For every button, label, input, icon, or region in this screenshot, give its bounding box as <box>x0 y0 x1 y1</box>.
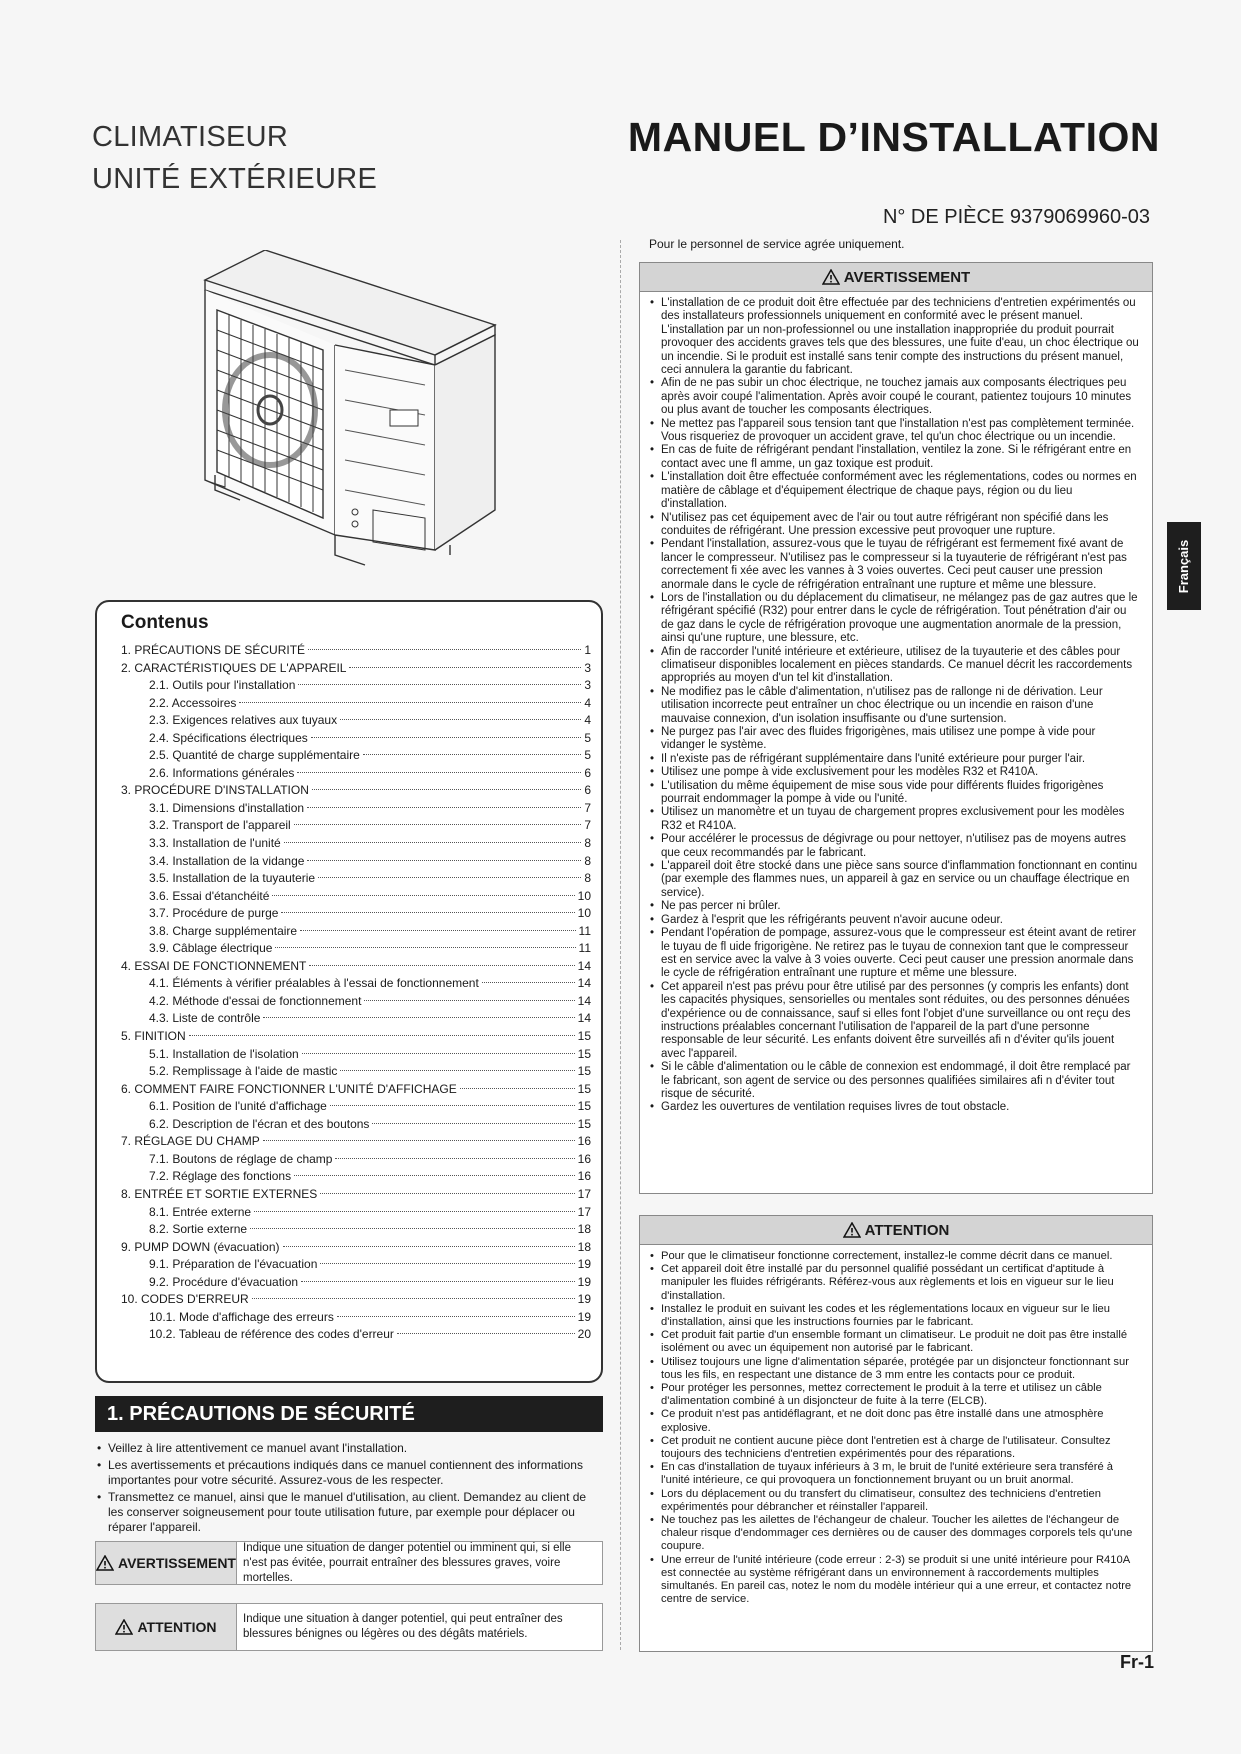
toc-entry[interactable] <box>121 1116 591 1134</box>
toc-entry-page: 18 <box>577 1239 591 1254</box>
toc-entry-label: 8. ENTRÉE ET SORTIE EXTERNES <box>121 1186 318 1201</box>
toc-entry-page: 6 <box>584 765 591 780</box>
toc-entry[interactable] <box>121 1028 591 1046</box>
legend-warning-label <box>96 1542 237 1584</box>
list-item: • Cet appareil doit être installé par du personnel qualifié possédant un certificat d'aptitude à manipuler les fluides réfrigérants. Référez-vous aux règlements et lois en vigueur sur le lieu d'installation. <box>650 1263 1140 1303</box>
doc-type-line-2: UNITÉ EXTÉRIEURE <box>92 163 378 195</box>
toc-entry-label: 6.2. Description de l'écran et des boutons <box>149 1116 370 1131</box>
toc-entry-page: 5 <box>584 730 591 745</box>
toc-entry-page: 15 <box>577 1099 591 1114</box>
toc-entry-label: 5.1. Installation de l'isolation <box>149 1046 299 1061</box>
list-item: • L'installation de ce produit doit être effectuée par des techniciens d'entretien expérimentés ou des installateurs professionnels uniquement en conformité avec le présent manuel. L'installation par un non-professionnel ou une installation inappropriée du produit pourrait provoquer des accidents graves tels que des blessures, une fuite d'eau, un choc électrique ou un incendie. Si le produit est installé sans tenir compte des instructions du présent manuel, ceci annulera la garantie du fabricant. <box>650 297 1140 377</box>
list-item: • En cas d'installation de tuyaux inférieurs à 3 m, le bruit de l'unité extérieure sera transféré à l'unité intérieure, ce qui provoquera un fonctionnement bruyant ou un bruit anormal. <box>650 1461 1140 1487</box>
toc-entry[interactable] <box>121 1063 591 1081</box>
language-tab[interactable] <box>1167 522 1201 610</box>
toc-entry[interactable] <box>121 1186 591 1204</box>
toc-entry[interactable] <box>121 993 591 1011</box>
toc-leader-dots <box>284 842 582 843</box>
list-item: • Installez le produit en suivant les codes et les réglementations locaux en vigueur sur le lieu d'installation, ainsi que les instructions fournies par le fabricant. <box>650 1303 1140 1329</box>
toc-entry-label: 3. PROCÉDURE D'INSTALLATION <box>121 783 309 798</box>
toc-entry-label: 2.6. Informations générales <box>149 765 295 780</box>
toc-entry-page: 14 <box>577 976 591 991</box>
legend-warning-label-text: AVERTISSEMENT <box>118 1555 236 1571</box>
toc-entry-label: 2. CARACTÉRISTIQUES DE L'APPAREIL <box>121 660 347 675</box>
toc-entry-page: 19 <box>577 1292 591 1307</box>
toc-entry-label: 1. PRÉCAUTIONS DE SÉCURITÉ <box>121 643 306 657</box>
toc-leader-dots <box>298 684 581 685</box>
warning-box-title: AVERTISSEMENT <box>843 268 971 286</box>
toc-entry-page: 3 <box>584 678 591 693</box>
toc-entry-page: 14 <box>577 958 591 973</box>
warning-box-header <box>640 263 1152 292</box>
toc-entry-page: 3 <box>584 660 591 675</box>
legend-caution-label-text: ATTENTION <box>137 1619 217 1635</box>
toc-entry-page: 18 <box>577 1222 591 1237</box>
toc-leader-dots <box>372 1123 574 1124</box>
list-item: • Utilisez toujours une ligne d'alimentation séparée, protégée par un disjoncteur fonctionnant sur tous les fils, en respectant une distance de 3 mm entre les contacts pour ce produit. <box>650 1356 1140 1382</box>
list-item: • Pour accélérer le processus de dégivrage ou pour nettoyer, n'utilisez pas de moyens autres que ceux recommandés par le fabricant. <box>650 833 1140 860</box>
list-item: • Gardez à l'esprit que les réfrigérants peuvent n'avoir aucune odeur. <box>650 914 1140 927</box>
toc-entry[interactable] <box>121 940 591 958</box>
toc-entry-label: 10. CODES D'ERREUR <box>121 1292 249 1307</box>
toc-entry-page: 11 <box>578 923 591 938</box>
toc-leader-dots <box>275 947 575 948</box>
list-item: • Cet produit ne contient aucune pièce dont l'entretien est à charge de l'utilisateur. Consultez toujours des techniciens d'entretien expérimentés pour des réparations. <box>650 1435 1140 1461</box>
toc-leader-dots <box>307 807 581 808</box>
list-item: • Pour protéger les personnes, mettez correctement le produit à la terre et utilisez un câble d'alimentation combiné à un disjoncteur de fuite à la terre (ELCB). <box>650 1382 1140 1408</box>
list-item: • Transmettez ce manuel, ainsi que le manuel d'utilisation, au client. Demandez au client de les conserver soigneusement pour toute utilisation future, par exemple pour déplacer ou réparer l'appareil. <box>95 1490 603 1535</box>
toc-entry[interactable] <box>121 1151 591 1169</box>
toc-leader-dots <box>311 737 582 738</box>
toc-entry[interactable] <box>121 817 591 835</box>
legend-caution-label <box>96 1604 237 1650</box>
list-item: • L'appareil doit être stocké dans une pièce sans source d'inflammation fonctionnant en continu (par exemple des flammes nues, un appareil à gaz en service ou un chauffage électrique en service). <box>650 860 1140 900</box>
toc-leader-dots <box>297 772 581 773</box>
toc-entry-label: 3.9. Câblage électrique <box>149 941 273 956</box>
language-tab-label: Français <box>1176 539 1192 593</box>
toc-leader-dots <box>263 1140 575 1141</box>
toc-leader-dots <box>320 1263 574 1264</box>
list-item: • N'utilisez pas cet équipement avec de l'air ou tout autre réfrigérant non spécifié dans les conduites de réfrigérant. Une pression excessive peut provoquer une rupture. <box>650 512 1140 539</box>
toc-leader-dots <box>397 1333 575 1334</box>
toc-entry[interactable] <box>121 975 591 993</box>
list-item: • Utilisez une pompe à vide exclusivement pour les modèles R32 et R410A. <box>650 766 1140 779</box>
toc-entry-label: 7.1. Boutons de réglage de champ <box>149 1151 333 1166</box>
toc-entry[interactable] <box>121 1239 591 1257</box>
toc-entry-page: 14 <box>577 993 591 1008</box>
toc-entry-page: 1 <box>584 643 591 657</box>
list-item: • Lors du déplacement ou du transfert du climatiseur, consultez des techniciens d'entretien expérimentés pour débrancher et réinstaller l'appareil. <box>650 1488 1140 1514</box>
toc-entry-page: 11 <box>578 941 591 956</box>
toc-leader-dots <box>281 912 574 913</box>
list-item: • Ne touchez pas les ailettes de l'échangeur de chaleur. Toucher les ailettes de l'échangeur de chaleur risque d'endommager ces dernières ou de causer des dommages corporels tels qu'une coupure. <box>650 1514 1140 1554</box>
toc-entry-label: 2.1. Outils pour l'installation <box>149 678 296 693</box>
toc-leader-dots <box>307 860 581 861</box>
list-item: • Afin de raccorder l'unité intérieure et extérieure, utilisez de la tuyauterie et des câbles pour climatiseur disponibles localement en pièces standards. Ce manuel décrit les raccordements appropriés au moyen d'un tel kit d'installation. <box>650 646 1140 686</box>
toc-leader-dots <box>308 649 581 650</box>
toc-entry-page: 4 <box>584 695 591 710</box>
toc-leader-dots <box>272 895 574 896</box>
toc-entry[interactable] <box>121 712 591 730</box>
toc-entry-label: 3.3. Installation de l'unité <box>149 836 281 851</box>
list-item: • Utilisez un manomètre et un tuyau de chargement propres exclusivement pour les modèles R32 et R410A. <box>650 806 1140 833</box>
toc-entry[interactable] <box>121 923 591 941</box>
toc-entry-page: 15 <box>577 1029 591 1044</box>
toc-entry-label: 3.7. Procédure de purge <box>149 906 279 921</box>
toc-entry[interactable] <box>121 1309 591 1327</box>
list-item: • Afin de ne pas subir un choc électrique, ne touchez jamais aux composants électriques peu après avoir coupé l'alimentation. Après avoir coupé le courant, patientez toujours 10 minutes ou plus avant de toucher les composants électriques. <box>650 377 1140 417</box>
toc-entry-page: 4 <box>584 713 591 728</box>
toc-entry-label: 3.8. Charge supplémentaire <box>149 923 298 938</box>
list-item: • En cas de fuite de réfrigérant pendant l'installation, ventilez la zone. Si le réfrigérant entre en contact avec une fl amme, un gaz toxique est produit. <box>650 444 1140 471</box>
toc-entry[interactable] <box>121 695 591 713</box>
toc-entry[interactable] <box>121 853 591 871</box>
toc-entry[interactable] <box>121 642 591 660</box>
warning-triangle-icon <box>822 269 840 285</box>
toc-entry-label: 4.2. Méthode d'essai de fonctionnement <box>149 993 362 1008</box>
toc-entry-page: 16 <box>577 1134 591 1149</box>
toc-entry[interactable] <box>121 1081 591 1099</box>
toc-entry-page: 7 <box>584 800 591 815</box>
legend-caution <box>95 1603 603 1651</box>
outdoor-unit-illustration <box>195 250 505 595</box>
toc-leader-dots <box>263 1017 574 1018</box>
contents-box <box>95 600 603 1383</box>
toc-entry[interactable] <box>121 1133 591 1151</box>
toc-entry[interactable] <box>121 1291 591 1309</box>
list-item: • Veillez à lire attentivement ce manuel avant l'installation. <box>95 1441 603 1456</box>
list-item: • Gardez les ouvertures de ventilation requises livres de tout obstacle. <box>650 1101 1140 1114</box>
toc-entry-label: 7. RÉGLAGE DU CHAMP <box>121 1134 260 1149</box>
safety-intro-list <box>95 1441 603 1537</box>
toc-entry-label: 3.6. Essai d'étanchéité <box>149 888 270 903</box>
toc-entry[interactable] <box>121 1168 591 1186</box>
list-item: • Ne purgez pas l'air avec des fluides frigorigènes, mais utilisez une pompe à vide pour vidanger le système. <box>650 726 1140 753</box>
toc-entry-page: 16 <box>577 1151 591 1166</box>
toc-entry-page: 15 <box>577 1116 591 1131</box>
toc-entry-label: 7.2. Réglage des fonctions <box>149 1169 292 1184</box>
toc-entry[interactable] <box>121 958 591 976</box>
toc-entry-label: 9.2. Procédure d'évacuation <box>149 1274 299 1289</box>
toc-entry-page: 8 <box>584 853 591 868</box>
toc-entry-page: 8 <box>584 836 591 851</box>
list-item: • Pendant l'opération de pompage, assurez-vous que le compresseur est éteint avant de retirer le tuyau de fl uide frigorigène. Ne retirez pas le tuyau de connexion tant que le compresseur est en service avec la valve à 3 voies ouverte. Ceci peut causer une pression anormale dans le cycle de réfrigération entraînant une rupture et même une blessure. <box>650 927 1140 981</box>
toc-entry-label: 2.4. Spécifications électriques <box>149 730 308 745</box>
warning-list <box>640 292 1152 1115</box>
toc-entry-page: 6 <box>584 783 591 798</box>
column-divider <box>620 240 621 1650</box>
toc-entry-label: 4.1. Éléments à vérifier préalables à l'essai de fonctionnement <box>149 976 479 991</box>
toc-entry-page: 7 <box>584 818 591 833</box>
legend-warning-text: Indique une situation de danger potentiel ou imminent qui, si elle n'est pas évitée, pourrait entraîner des blessures graves, voire mortelles. <box>237 1542 602 1584</box>
toc-entry-page: 19 <box>577 1257 591 1272</box>
toc-entry-page: 19 <box>577 1274 591 1289</box>
toc-leader-dots <box>364 1000 574 1001</box>
toc-entry-label: 9.1. Préparation de l'évacuation <box>149 1257 318 1272</box>
toc-leader-dots <box>335 1158 574 1159</box>
warning-triangle-icon <box>96 1555 114 1571</box>
list-item: • L'installation doit être effectuée conformément avec les réglementations, codes ou normes en matière de câblage et d'équipement électrique de chaque pays, région ou du lieu d'installation. <box>650 471 1140 511</box>
toc-leader-dots <box>254 1211 575 1212</box>
toc-entry-label: 2.3. Exigences relatives aux tuyaux <box>149 713 338 728</box>
toc-leader-dots <box>302 1053 575 1054</box>
list-item: • Une erreur de l'unité intérieure (code erreur : 2-3) se produit si une unité intérieure pour R410A est connectée au système réfrigérant dans un environnement à raccordements multiples simultanés. En pareil cas, notez le nom du modèle intérieur qui a une erreur, et contactez notre centre de service. <box>650 1554 1140 1607</box>
toc-leader-dots <box>320 1193 574 1194</box>
list-item: • Si le câble d'alimentation ou le câble de connexion est endommagé, il doit être remplacé par le fabricant, son agent de service ou des personnes qualifiées similaires afi n d'éviter tout risque de sécurité. <box>650 1061 1140 1101</box>
toc-entry[interactable] <box>121 747 591 765</box>
toc-leader-dots <box>330 1105 575 1106</box>
toc-leader-dots <box>189 1035 575 1036</box>
toc-entry[interactable] <box>121 1274 591 1292</box>
caution-list <box>640 1245 1152 1606</box>
toc-entry-label: 10.1. Mode d'affichage des erreurs <box>149 1309 334 1324</box>
list-item: • Pendant l'installation, assurez-vous que le tuyau de réfrigérant est fermement fixé avant de lancer le compresseur. N'utilisez pas le compresseur si la tuyauterie de réfrigérant n'est pas correctement fi xée avec les vannes à 3 voies ouvertes. Ceci peut causer une pression anormale dans le cycle de réfrigération entraînant une rupture et même une blessure. <box>650 538 1140 592</box>
toc-leader-dots <box>300 930 575 931</box>
toc-entry-page: 16 <box>577 1169 591 1184</box>
toc-entry[interactable] <box>121 1326 591 1344</box>
toc-entry-label: 4.3. Liste de contrôle <box>149 1011 261 1026</box>
toc-entry-page: 8 <box>584 871 591 886</box>
legend-warning <box>95 1541 603 1585</box>
toc-leader-dots <box>294 824 582 825</box>
toc-leader-dots <box>363 754 582 755</box>
manual-title: MANUEL D’INSTALLATION <box>627 114 1160 160</box>
toc-entry[interactable] <box>121 677 591 695</box>
toc-entry[interactable] <box>121 835 591 853</box>
toc-leader-dots <box>482 982 575 983</box>
toc-leader-dots <box>239 702 581 703</box>
list-item: • Ne mettez pas l'appareil sous tension tant que l'installation n'est pas complètement terminée. Vous risqueriez de provoquer un accident grave, tel qu'un choc électrique ou un incendie. <box>650 418 1140 445</box>
toc-leader-dots <box>301 1281 575 1282</box>
toc-entry[interactable] <box>121 1256 591 1274</box>
toc-entry-label: 6. COMMENT FAIRE FONCTIONNER L'UNITÉ D'AFFICHAGE <box>121 1081 457 1096</box>
toc-entry-page: 17 <box>577 1204 591 1219</box>
list-item: • Ce produit n'est pas antidéflagrant, et ne doit donc pas être installé dans une atmosphère explosive. <box>650 1408 1140 1434</box>
toc-entry-label: 3.2. Transport de l'appareil <box>149 818 291 833</box>
warning-triangle-icon <box>843 1222 861 1238</box>
toc-leader-dots <box>340 1070 574 1071</box>
toc-leader-dots <box>460 1088 575 1089</box>
toc-entry[interactable] <box>121 1221 591 1239</box>
list-item: • Cet appareil n'est pas prévu pour être utilisé par des personnes (y compris les enfants) dont les capacités physiques, sensorielles ou mentales sont réduites, ou des personnes dénuées d'expérience ou de connaissance, sauf si elles font l'objet d'une surveillance ou ont reçu des instructions préalables concernant l'utilisation de l'appareil de la part d'une personne responsable de leur sécurité. Les enfants doivent être surveillés afi n d'éviter qu'ils jouent avec l'appareil. <box>650 981 1140 1061</box>
service-note: Pour le personnel de service agrée uniquement. <box>649 237 905 251</box>
warning-triangle-icon <box>115 1619 133 1635</box>
toc-entry-page: 5 <box>584 748 591 763</box>
toc-entry-label: 9. PUMP DOWN (évacuation) <box>121 1239 280 1254</box>
toc-entry-page: 14 <box>577 1011 591 1026</box>
toc-entry-page: 15 <box>577 1046 591 1061</box>
toc-leader-dots <box>309 965 574 966</box>
warning-box <box>639 262 1153 1194</box>
toc-leader-dots <box>318 877 581 878</box>
toc-entry-page: 20 <box>577 1327 591 1342</box>
section-header-safety: 1. PRÉCAUTIONS DE SÉCURITÉ <box>95 1396 603 1432</box>
toc-entry-page: 19 <box>577 1309 591 1324</box>
toc-entry-label: 3.4. Installation de la vidange <box>149 853 305 868</box>
toc-entry-page: 10 <box>577 906 591 921</box>
caution-box <box>639 1215 1153 1652</box>
toc-entry[interactable] <box>121 730 591 748</box>
toc-entry[interactable] <box>121 1098 591 1116</box>
toc-entry[interactable] <box>121 1204 591 1222</box>
toc-leader-dots <box>283 1246 575 1247</box>
toc-entry[interactable] <box>121 905 591 923</box>
toc-entry[interactable] <box>121 782 591 800</box>
list-item: • Il n'existe pas de réfrigérant supplémentaire dans l'unité extérieure pour purger l'air. <box>650 753 1140 766</box>
toc-leader-dots <box>294 1175 575 1176</box>
toc-entry-label: 8.2. Sortie externe <box>149 1222 248 1237</box>
toc-entry[interactable] <box>121 870 591 888</box>
caution-box-header <box>640 1216 1152 1245</box>
contents-title: Contenus <box>121 612 209 633</box>
toc-leader-dots <box>252 1298 575 1299</box>
toc-entry[interactable] <box>121 888 591 906</box>
toc-leader-dots <box>340 719 581 720</box>
toc-entry[interactable] <box>121 800 591 818</box>
toc-entry[interactable] <box>121 660 591 678</box>
toc-entry-page: 10 <box>577 888 591 903</box>
toc-entry-label: 2.5. Quantité de charge supplémentaire <box>149 748 360 763</box>
toc-entry[interactable] <box>121 1046 591 1064</box>
page-number: Fr-1 <box>1120 1652 1155 1672</box>
toc-entry-page: 17 <box>577 1186 591 1201</box>
list-item: • L'utilisation du même équipement de mise sous vide pour différents fluides frigorigènes pourrait endommager la pompe à vide ou l'unité. <box>650 780 1140 807</box>
toc-entry-page: 15 <box>577 1081 591 1096</box>
list-item: • Ne modifiez pas le câble d'alimentation, n'utilisez pas de rallonge ni de dérivation. Leur utilisation incorrecte peut entraîner un choc électrique ou un incendie en raison d'une mauvaise connexion, d'un isolation insuffisante ou d'une surtension. <box>650 686 1140 726</box>
toc-leader-dots <box>349 667 581 668</box>
toc-entry-label: 10.2. Tableau de référence des codes d'erreur <box>149 1327 394 1342</box>
list-item: • Ne pas percer ni brûler. <box>650 900 1140 913</box>
toc-entry-label: 8.1. Entrée externe <box>149 1204 252 1219</box>
toc-entry[interactable] <box>121 765 591 783</box>
toc-entry-page: 15 <box>577 1064 591 1079</box>
table-of-contents <box>121 642 591 1344</box>
list-item: • Les avertissements et précautions indiqués dans ce manuel contiennent des informations importantes pour votre sécurité. Assurez-vous de les respecter. <box>95 1458 603 1488</box>
doc-type-line-1: CLIMATISEUR <box>92 121 289 153</box>
toc-leader-dots <box>337 1316 575 1317</box>
toc-entry-label: 3.5. Installation de la tuyauterie <box>149 871 316 886</box>
toc-leader-dots <box>250 1228 575 1229</box>
toc-entry-label: 2.2. Accessoires <box>149 695 237 710</box>
list-item: • Pour que le climatiseur fonctionne correctement, installez-le comme décrit dans ce manuel. <box>650 1250 1140 1263</box>
toc-entry-label: 5.2. Remplissage à l'aide de mastic <box>149 1064 338 1079</box>
legend-caution-text: Indique une situation à danger potentiel, qui peut entraîner des blessures bénignes ou légères ou des dégâts matériels. <box>237 1604 602 1650</box>
toc-leader-dots <box>312 789 581 790</box>
toc-entry-label: 5. FINITION <box>121 1029 186 1044</box>
list-item: • Lors de l'installation ou du déplacement du climatiseur, ne mélangez pas de gaz autres que le réfrigérant spécifié (R32) pour entrer dans le cycle de réfrigération. Tout pénétration d'air ou de gaz dans le cycle de réfrigération provoque une augmentation anormale de la pression, ainsi qu'une rupture, une blessure, etc. <box>650 592 1140 646</box>
caution-box-title: ATTENTION <box>864 1221 950 1239</box>
toc-entry-label: 6.1. Position de l'unité d'affichage <box>149 1099 327 1114</box>
list-item: • Cet produit fait partie d'un ensemble formant un climatiseur. Le produit ne doit pas être installé isolément ou avec un équipement non autorisé par le fabricant. <box>650 1329 1140 1355</box>
part-number: N° DE PIÈCE 9379069960-03 <box>882 206 1150 228</box>
toc-entry-label: 4. ESSAI DE FONCTIONNEMENT <box>121 958 307 973</box>
toc-entry[interactable] <box>121 1010 591 1028</box>
document-type <box>92 116 377 200</box>
toc-entry-label: 3.1. Dimensions d'installation <box>149 800 305 815</box>
